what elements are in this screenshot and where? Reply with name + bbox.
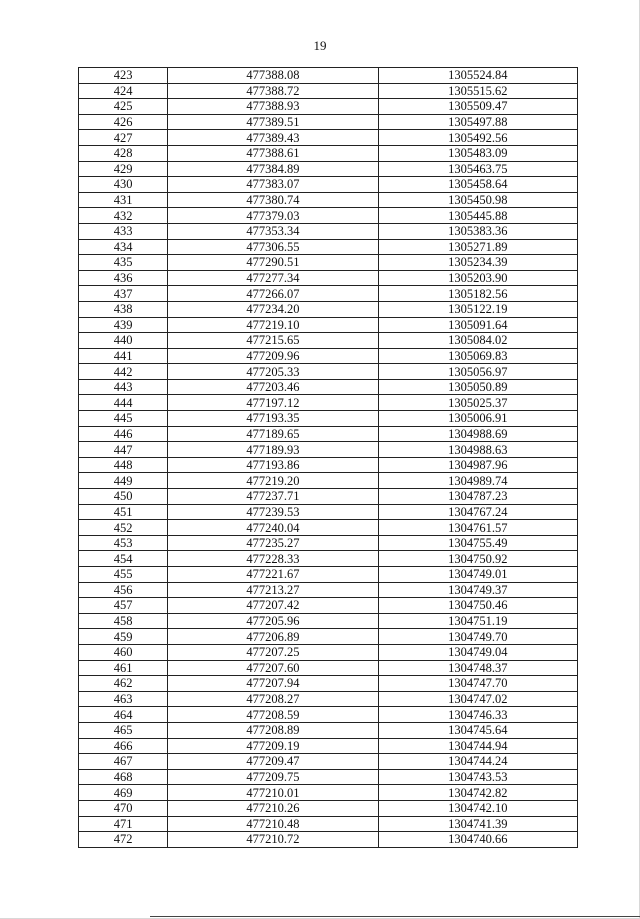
point-number-cell: 438: [79, 301, 168, 317]
x-coordinate-cell: 477388.93: [168, 99, 378, 115]
table-row: [79, 177, 578, 193]
x-coordinate-cell: 477240.04: [168, 520, 378, 536]
table-row: [79, 629, 578, 645]
y-coordinate-cell: 1305006.91: [378, 411, 577, 427]
table-row: [79, 145, 578, 161]
table-row: [79, 832, 578, 848]
point-number-cell: 428: [79, 145, 168, 161]
x-coordinate-cell: 477306.55: [168, 239, 378, 255]
table-row: [79, 348, 578, 364]
x-coordinate-cell: 477380.74: [168, 192, 378, 208]
point-number-cell: 456: [79, 582, 168, 598]
point-number-cell: 471: [79, 816, 168, 832]
table-row: [79, 239, 578, 255]
point-number-cell: 452: [79, 520, 168, 536]
y-coordinate-cell: 1305515.62: [378, 83, 577, 99]
x-coordinate-cell: 477219.10: [168, 317, 378, 333]
y-coordinate-cell: 1304748.37: [378, 660, 577, 676]
x-coordinate-cell: 477388.08: [168, 68, 378, 84]
table-row: [79, 535, 578, 551]
table-row: [79, 192, 578, 208]
x-coordinate-cell: 477189.65: [168, 426, 378, 442]
x-coordinate-cell: 477277.34: [168, 270, 378, 286]
x-coordinate-cell: 477193.86: [168, 457, 378, 473]
point-number-cell: 430: [79, 177, 168, 193]
x-coordinate-cell: 477207.60: [168, 660, 378, 676]
y-coordinate-cell: 1304743.53: [378, 769, 577, 785]
x-coordinate-cell: 477210.26: [168, 800, 378, 816]
table-row: [79, 489, 578, 505]
y-coordinate-cell: 1304745.64: [378, 722, 577, 738]
x-coordinate-cell: 477206.89: [168, 629, 378, 645]
point-number-cell: 439: [79, 317, 168, 333]
point-number-cell: 434: [79, 239, 168, 255]
table-row: [79, 582, 578, 598]
y-coordinate-cell: 1304750.46: [378, 598, 577, 614]
point-number-cell: 426: [79, 114, 168, 130]
point-number-cell: 429: [79, 161, 168, 177]
x-coordinate-cell: 477239.53: [168, 504, 378, 520]
x-coordinate-cell: 477383.07: [168, 177, 378, 193]
point-number-cell: 445: [79, 411, 168, 427]
table-row: [79, 473, 578, 489]
y-coordinate-cell: 1304742.10: [378, 800, 577, 816]
point-number-cell: 460: [79, 644, 168, 660]
x-coordinate-cell: 477210.72: [168, 832, 378, 848]
y-coordinate-cell: 1305509.47: [378, 99, 577, 115]
table-row: [79, 722, 578, 738]
table-row: [79, 567, 578, 583]
x-coordinate-cell: 477205.96: [168, 613, 378, 629]
y-coordinate-cell: 1305056.97: [378, 364, 577, 380]
table-row: [79, 130, 578, 146]
point-number-cell: 441: [79, 348, 168, 364]
point-number-cell: 451: [79, 504, 168, 520]
y-coordinate-cell: 1304744.94: [378, 738, 577, 754]
point-number-cell: 470: [79, 800, 168, 816]
x-coordinate-cell: 477213.27: [168, 582, 378, 598]
point-number-cell: 423: [79, 68, 168, 84]
y-coordinate-cell: 1304749.70: [378, 629, 577, 645]
point-number-cell: 432: [79, 208, 168, 224]
x-coordinate-cell: 477208.59: [168, 707, 378, 723]
y-coordinate-cell: 1304987.96: [378, 457, 577, 473]
point-number-cell: 464: [79, 707, 168, 723]
point-number-cell: 446: [79, 426, 168, 442]
x-coordinate-cell: 477207.42: [168, 598, 378, 614]
point-number-cell: 436: [79, 270, 168, 286]
table-row: [79, 395, 578, 411]
x-coordinate-cell: 477205.33: [168, 364, 378, 380]
x-coordinate-cell: 477209.19: [168, 738, 378, 754]
point-number-cell: 427: [79, 130, 168, 146]
table-row: [79, 754, 578, 770]
table-row: [79, 769, 578, 785]
y-coordinate-cell: 1304746.33: [378, 707, 577, 723]
point-number-cell: 465: [79, 722, 168, 738]
table-row: [79, 800, 578, 816]
page-number: 19: [313, 38, 327, 53]
point-number-cell: 457: [79, 598, 168, 614]
table-row: [79, 270, 578, 286]
y-coordinate-cell: 1305050.89: [378, 379, 577, 395]
y-coordinate-cell: 1304751.19: [378, 613, 577, 629]
table-row: [79, 83, 578, 99]
point-number-cell: 424: [79, 83, 168, 99]
y-coordinate-cell: 1305203.90: [378, 270, 577, 286]
x-coordinate-cell: 477203.46: [168, 379, 378, 395]
x-coordinate-cell: 477234.20: [168, 301, 378, 317]
x-coordinate-cell: 477193.35: [168, 411, 378, 427]
y-coordinate-cell: 1305497.88: [378, 114, 577, 130]
table-row: [79, 99, 578, 115]
y-coordinate-cell: 1304988.63: [378, 442, 577, 458]
y-coordinate-cell: 1304787.23: [378, 489, 577, 505]
point-number-cell: 448: [79, 457, 168, 473]
x-coordinate-cell: 477290.51: [168, 255, 378, 271]
table-row: [79, 411, 578, 427]
x-coordinate-cell: 477221.67: [168, 567, 378, 583]
table-row: [79, 520, 578, 536]
point-number-cell: 462: [79, 676, 168, 692]
y-coordinate-cell: 1305483.09: [378, 145, 577, 161]
y-coordinate-cell: 1305182.56: [378, 286, 577, 302]
point-number-cell: 437: [79, 286, 168, 302]
x-coordinate-cell: 477388.61: [168, 145, 378, 161]
y-coordinate-cell: 1304749.01: [378, 567, 577, 583]
y-coordinate-cell: 1304749.04: [378, 644, 577, 660]
table-row: [79, 738, 578, 754]
y-coordinate-cell: 1304741.39: [378, 816, 577, 832]
table-row: [79, 785, 578, 801]
x-coordinate-cell: 477237.71: [168, 489, 378, 505]
x-coordinate-cell: 477208.27: [168, 691, 378, 707]
x-coordinate-cell: 477197.12: [168, 395, 378, 411]
x-coordinate-cell: 477353.34: [168, 223, 378, 239]
point-number-cell: 440: [79, 333, 168, 349]
y-coordinate-cell: 1304744.24: [378, 754, 577, 770]
x-coordinate-cell: 477209.75: [168, 769, 378, 785]
point-number-cell: 463: [79, 691, 168, 707]
table-row: [79, 114, 578, 130]
x-coordinate-cell: 477207.94: [168, 676, 378, 692]
y-coordinate-cell: 1305524.84: [378, 68, 577, 84]
x-coordinate-cell: 477388.72: [168, 83, 378, 99]
table-row: [79, 286, 578, 302]
point-number-cell: 468: [79, 769, 168, 785]
x-coordinate-cell: 477266.07: [168, 286, 378, 302]
x-coordinate-cell: 477215.65: [168, 333, 378, 349]
y-coordinate-cell: 1304747.02: [378, 691, 577, 707]
y-coordinate-cell: 1305091.64: [378, 317, 577, 333]
table-row: [79, 644, 578, 660]
point-number-cell: 459: [79, 629, 168, 645]
coordinates-table-body: [79, 68, 578, 848]
table-row: [79, 68, 578, 84]
table-row: [79, 676, 578, 692]
table-row: [79, 208, 578, 224]
y-coordinate-cell: 1304747.70: [378, 676, 577, 692]
y-coordinate-cell: 1304761.57: [378, 520, 577, 536]
point-number-cell: 447: [79, 442, 168, 458]
y-coordinate-cell: 1304989.74: [378, 473, 577, 489]
table-row: [79, 457, 578, 473]
table-row: [79, 707, 578, 723]
table-row: [79, 333, 578, 349]
x-coordinate-cell: 477189.93: [168, 442, 378, 458]
x-coordinate-cell: 477210.01: [168, 785, 378, 801]
x-coordinate-cell: 477379.03: [168, 208, 378, 224]
x-coordinate-cell: 477210.48: [168, 816, 378, 832]
point-number-cell: 449: [79, 473, 168, 489]
point-number-cell: 454: [79, 551, 168, 567]
point-number-cell: 453: [79, 535, 168, 551]
x-coordinate-cell: 477384.89: [168, 161, 378, 177]
point-number-cell: 443: [79, 379, 168, 395]
y-coordinate-cell: 1305463.75: [378, 161, 577, 177]
y-coordinate-cell: 1304742.82: [378, 785, 577, 801]
y-coordinate-cell: 1305025.37: [378, 395, 577, 411]
table-row: [79, 442, 578, 458]
table-row: [79, 223, 578, 239]
point-number-cell: 461: [79, 660, 168, 676]
x-coordinate-cell: 477219.20: [168, 473, 378, 489]
point-number-cell: 450: [79, 489, 168, 505]
table-row: [79, 613, 578, 629]
point-number-cell: 467: [79, 754, 168, 770]
x-coordinate-cell: 477207.25: [168, 644, 378, 660]
y-coordinate-cell: 1305458.64: [378, 177, 577, 193]
y-coordinate-cell: 1304750.92: [378, 551, 577, 567]
table-row: [79, 426, 578, 442]
table-row: [79, 161, 578, 177]
point-number-cell: 466: [79, 738, 168, 754]
point-number-cell: 435: [79, 255, 168, 271]
point-number-cell: 455: [79, 567, 168, 583]
table-row: [79, 660, 578, 676]
y-coordinate-cell: 1304755.49: [378, 535, 577, 551]
table-row: [79, 301, 578, 317]
y-coordinate-cell: 1305383.36: [378, 223, 577, 239]
table-row: [79, 317, 578, 333]
y-coordinate-cell: 1304988.69: [378, 426, 577, 442]
x-coordinate-cell: 477389.51: [168, 114, 378, 130]
x-coordinate-cell: 477209.96: [168, 348, 378, 364]
point-number-cell: 431: [79, 192, 168, 208]
bottom-rule: [150, 916, 640, 917]
point-number-cell: 444: [79, 395, 168, 411]
table-row: [79, 816, 578, 832]
point-number-cell: 469: [79, 785, 168, 801]
x-coordinate-cell: 477235.27: [168, 535, 378, 551]
table-row: [79, 255, 578, 271]
table-row: [79, 691, 578, 707]
y-coordinate-cell: 1305069.83: [378, 348, 577, 364]
x-coordinate-cell: 477208.89: [168, 722, 378, 738]
x-coordinate-cell: 477209.47: [168, 754, 378, 770]
point-number-cell: 425: [79, 99, 168, 115]
x-coordinate-cell: 477389.43: [168, 130, 378, 146]
y-coordinate-cell: 1305271.89: [378, 239, 577, 255]
y-coordinate-cell: 1305445.88: [378, 208, 577, 224]
y-coordinate-cell: 1305122.19: [378, 301, 577, 317]
table-row: [79, 379, 578, 395]
point-number-cell: 458: [79, 613, 168, 629]
point-number-cell: 442: [79, 364, 168, 380]
coordinates-table: [78, 67, 578, 848]
y-coordinate-cell: 1305084.02: [378, 333, 577, 349]
point-number-cell: 472: [79, 832, 168, 848]
y-coordinate-cell: 1305234.39: [378, 255, 577, 271]
point-number-cell: 433: [79, 223, 168, 239]
table-row: [79, 551, 578, 567]
y-coordinate-cell: 1304749.37: [378, 582, 577, 598]
y-coordinate-cell: 1304767.24: [378, 504, 577, 520]
y-coordinate-cell: 1304740.66: [378, 832, 577, 848]
x-coordinate-cell: 477228.33: [168, 551, 378, 567]
table-row: [79, 364, 578, 380]
table-row: [79, 598, 578, 614]
table-row: [79, 504, 578, 520]
y-coordinate-cell: 1305492.56: [378, 130, 577, 146]
y-coordinate-cell: 1305450.98: [378, 192, 577, 208]
